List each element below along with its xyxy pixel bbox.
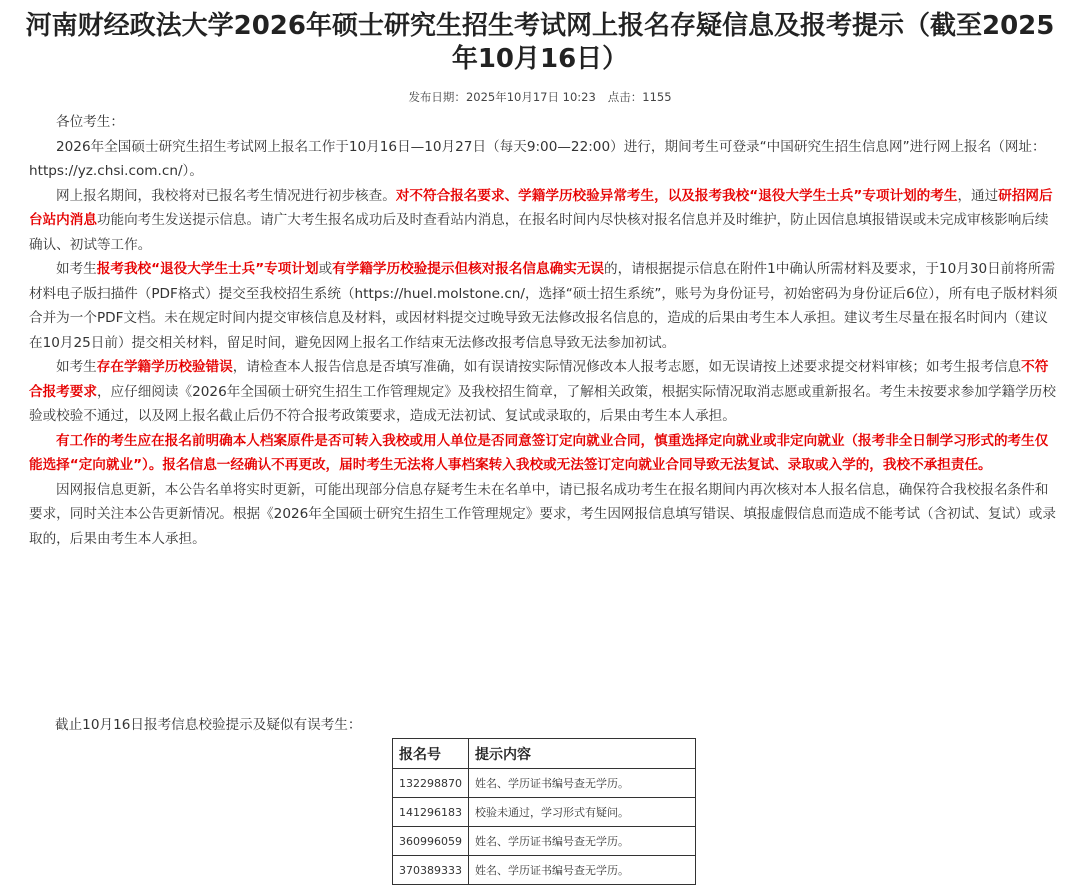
message-cell: 校验未通过，学习形式有疑问。 [469, 798, 696, 827]
registration-number: 370389333 [393, 856, 469, 885]
text-segment: 的，请根据提示信息在附件1中确认所需材料及要求，于10月30日前将所需材料电子版扫描件（PDF格式）提交至我校招生系统（https://huel.molstone.cn/，选择“硕士招生系统”，账号为身份证号，初始密码为身份证后6位），所有电子版材料须合并为一个PDF文档。未在规定时间内提交审核信息及材料，或因材料提交过晚导致无法修改报名信息的，造成的后果由考生本人承担。建议考生尽量在报名时间内（建议在10月25日前）提交相关材料，留足时间，避免因网上报名工作结束无法修改报考信息导致无法参加初试。 [29, 261, 1058, 351]
column-header-message: 提示内容 [469, 739, 696, 769]
paragraph-employment-warning: 有工作的考生应在报名前明确本人档案原件是否可转入我校或用人单位是否同意签订定向就业合同，慎重选择定向就业或非定向就业（报考非全日制学习形式的考生仅能选择“定向就业”）。报名信息一经确认不再更改，届时考生无法将人事档案转入我校或无法签订定向就业合同导致无法复试、录取或入学的，我校不承担责任。 [29, 432, 1049, 473]
highlight-text: 研招网后台站内消息 [29, 187, 1053, 228]
suspect-candidates-table [392, 738, 696, 885]
publish-date: 2025年10月17日 10:23 [465, 90, 596, 104]
article-meta [0, 89, 1080, 105]
paragraph-verification [29, 184, 1059, 258]
paragraph-verification-error [29, 355, 1059, 429]
article-body [29, 110, 1059, 551]
paragraph-registration-period: 2026年全国硕士研究生招生考试网上报名工作于10月16日—10月27日（每天9:00—22:00）进行，期间考生可登录“中国研究生招生信息网”进行网上报名（网址：https://yz.chsi.com.cn/）。 [29, 138, 1046, 179]
registration-number: 132298870 [393, 769, 469, 798]
text-segment: 如考生 [56, 359, 97, 375]
text-segment: 网上报名期间，我校将对已报名考生情况进行初步核查。 [56, 187, 396, 204]
registration-number: 360996059 [393, 827, 469, 856]
greeting: 各位考生： [56, 114, 124, 130]
table-caption: 截止10月16日报考信息校验提示及疑似有误考生： [55, 717, 362, 733]
column-header-registration-no: 报名号 [393, 739, 469, 769]
paragraph-materials [29, 257, 1059, 355]
table-row [393, 769, 696, 798]
page-title: 河南财经政法大学2026年硕士研究生招生考试网上报名存疑信息及报考提示（截至2025年10月16日） [25, 11, 1055, 74]
registration-number: 141296183 [393, 798, 469, 827]
message-cell: 姓名、学历证书编号查无学历。 [469, 827, 696, 856]
text-segment: 或 [318, 261, 333, 277]
table-row [393, 827, 696, 856]
highlight-text: 有学籍学历校验提示但核对报名信息确实无误 [332, 261, 605, 277]
table-row [393, 798, 696, 827]
text-segment: 功能向考生发送提示信息。请广大考生报名成功后及时查看站内消息，在报名时间内尽快核对报名信息并及时维护，防止因信息填报错误或未完成审核影响后续确认、初试等工作。 [29, 212, 1049, 253]
text-segment: 如考生 [56, 261, 97, 277]
publish-date-label: 发布日期： [408, 90, 466, 104]
message-cell: 姓名、学历证书编号查无学历。 [469, 856, 696, 885]
click-count: 1155 [642, 90, 672, 104]
click-count-label: 点击： [607, 90, 643, 104]
table-header-row [393, 739, 696, 769]
paragraph-update-notice: 因网报信息更新，本公告名单将实时更新，可能出现部分信息存疑考生未在名单中，请已报名成功考生在报名期间内再次核对本人报名信息，确保符合我校报名条件和要求，同时关注本公告更新情况。根据《2026年全国硕士研究生招生工作管理规定》要求，考生因网报信息填写错误、填报虚假信息而造成不能考试（含初试、复试）或录取的，后果由考生本人承担。 [29, 481, 1056, 547]
highlight-text: 报考我校“退役大学生士兵”专项计划 [96, 261, 319, 277]
highlight-text: 不符合报考要求 [29, 359, 1049, 400]
text-segment: ，通过 [957, 187, 999, 204]
highlight-text: 对不符合报名要求、学籍学历校验异常考生，以及报考我校“退役大学生士兵”专项计划的考生 [395, 187, 958, 204]
message-cell: 姓名、学历证书编号查无学历。 [469, 769, 696, 798]
text-segment: ，应仔细阅读《2026年全国硕士研究生招生工作管理规定》及我校招生简章，了解相关政策，根据实际情况取消志愿或重新报名。考生未按要求参加学籍学历校验或校验不通过，以及网上报名截止后仍不符合报考政策要求，造成无法初试、复试或录取的，后果由考生本人承担。 [29, 383, 1056, 424]
text-segment: ，请检查本人报告信息是否填写准确，如有误请按实际情况修改本人报考志愿，如无误请按上述要求提交材料审核；如考生报考信息 [232, 359, 1022, 375]
table-row [393, 856, 696, 885]
highlight-text: 存在学籍学历校验错误 [96, 359, 233, 375]
